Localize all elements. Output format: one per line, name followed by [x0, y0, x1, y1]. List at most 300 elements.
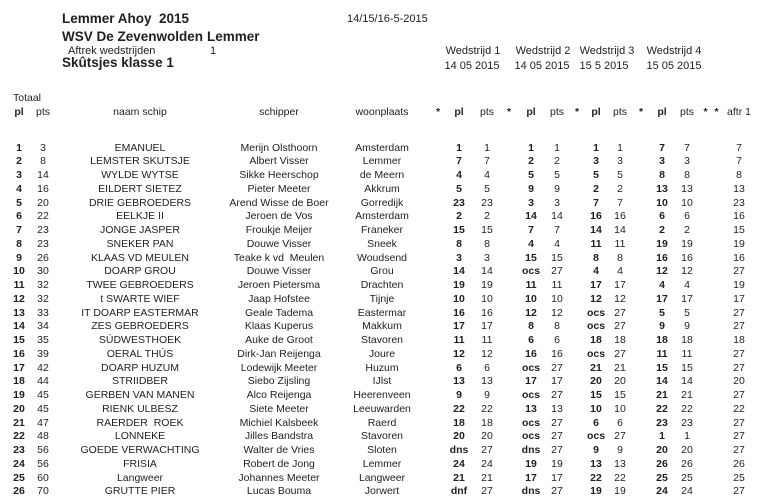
cell-star — [432, 183, 444, 197]
cell-star — [700, 142, 711, 156]
cell-naam-schip: GRUTTE PIER — [104, 485, 176, 498]
cell-race3-pl: 1 — [593, 141, 599, 154]
cell-race1-pl: dns — [449, 444, 469, 456]
cell-schipper: Pieter Meeter — [247, 182, 311, 195]
table-row — [6, 389, 756, 403]
cell-aftr: 27 — [733, 347, 745, 360]
cell-star — [632, 417, 650, 431]
cell-race1-pts: 21 — [481, 471, 493, 484]
cell-aftr: 27 — [733, 389, 745, 401]
cell-race1-pts: 27 — [481, 485, 493, 498]
cell-race4-pl: 13 — [656, 182, 668, 195]
cell-star — [570, 389, 584, 403]
cell-star — [711, 169, 722, 183]
cell-star — [700, 375, 711, 389]
cell-race2-pts: 3 — [554, 196, 560, 209]
race1-date: 14 05 2015 — [444, 59, 500, 72]
cell-star — [570, 293, 584, 307]
cell-total-pts: 8 — [40, 155, 46, 168]
cell-star — [632, 169, 650, 183]
column-header-row — [6, 106, 756, 118]
cell-race1-pts: 5 — [484, 182, 490, 195]
cell-star — [711, 403, 722, 417]
cell-race3-pl: ocs — [586, 320, 606, 333]
cell-star — [570, 417, 584, 431]
cell-woonplaats: Eastermar — [357, 306, 407, 319]
cell-schipper: Klaas Kuperus — [244, 320, 314, 333]
cell-race2-pl: ocs — [521, 416, 541, 429]
race3-date: 15 5 2015 — [579, 59, 629, 72]
cell-star — [432, 458, 444, 472]
cell-total-pts: 32 — [37, 279, 49, 291]
cell-woonplaats: Leeuwarden — [353, 402, 411, 415]
table-row — [6, 472, 756, 486]
cell-race2-pts: 17 — [551, 471, 563, 484]
cell-race2-pts: 27 — [551, 444, 563, 456]
cell-woonplaats: Amsterdam — [355, 210, 409, 223]
cell-star — [700, 197, 711, 211]
cell-race4-pts: 11 — [681, 347, 693, 360]
cell-race3-pts: 21 — [614, 361, 626, 374]
table-row — [6, 403, 756, 417]
cell-race3-pl: 22 — [590, 471, 602, 484]
cell-race2-pts: 5 — [554, 169, 560, 181]
table-row — [6, 444, 756, 458]
col-header-total-pts: pts — [35, 105, 50, 118]
race4-date: 15 05 2015 — [646, 59, 702, 72]
cell-star — [570, 375, 584, 389]
cell-race2-pts: 27 — [551, 416, 563, 429]
cell-race4-pts: 13 — [681, 182, 693, 195]
cell-race4-pts: 19 — [681, 237, 693, 250]
cell-star — [711, 210, 722, 224]
cell-race3-pl: 19 — [590, 485, 602, 498]
cell-schipper: Michiel Kalsbeek — [239, 416, 319, 429]
cell-star — [432, 279, 444, 293]
cell-woonplaats: Stavoren — [360, 334, 404, 346]
cell-star — [432, 362, 444, 376]
col-header-total-pl: pl — [14, 105, 24, 118]
cell-total-pl: 21 — [13, 416, 25, 429]
cell-race3-pl: 9 — [593, 444, 599, 456]
cell-race1-pl: 7 — [456, 155, 462, 168]
cell-schipper: Sikke Heerschop — [239, 169, 319, 181]
cell-star — [700, 252, 711, 266]
cell-total-pl: 24 — [13, 457, 25, 470]
cell-woonplaats: Akkrum — [364, 182, 400, 195]
cell-race4-pl: 21 — [656, 389, 668, 401]
cell-woonplaats: Huzum — [365, 361, 399, 374]
cell-race2-pl: 2 — [528, 155, 534, 168]
table-row — [6, 485, 756, 499]
cell-race3-pl: 3 — [593, 155, 599, 168]
cell-race2-pts: 27 — [551, 485, 563, 498]
col-header-schipper: schipper — [259, 105, 299, 118]
cell-race3-pts: 9 — [617, 444, 623, 456]
cell-race4-pl: 23 — [656, 416, 668, 429]
col-header-star: * — [435, 105, 441, 118]
cell-aftr: 15 — [733, 224, 745, 236]
cell-star — [500, 458, 518, 472]
cell-race4-pl: 25 — [656, 471, 668, 484]
cell-star — [711, 334, 722, 348]
cell-total-pl: 19 — [13, 389, 25, 401]
cell-star — [632, 197, 650, 211]
club-name: WSV De Zevenwolden — [62, 29, 204, 44]
cell-star — [500, 320, 518, 334]
cell-total-pl: 9 — [16, 251, 22, 264]
cell-race2-pl: 17 — [525, 471, 537, 484]
cell-aftr: 27 — [733, 320, 745, 333]
cell-star — [711, 307, 722, 321]
cell-race4-pl: 9 — [659, 320, 665, 333]
cell-race3-pl: ocs — [586, 306, 606, 319]
table-row — [6, 430, 756, 444]
table-row — [6, 417, 756, 431]
col-header-race4-pl: pl — [657, 105, 667, 118]
cell-race1-pts: 4 — [484, 169, 490, 181]
cell-race3-pl: 8 — [593, 251, 599, 264]
cell-total-pts: 39 — [37, 347, 49, 360]
cell-race2-pts: 8 — [554, 320, 560, 333]
cell-race3-pl: 7 — [593, 196, 599, 209]
cell-race2-pts: 7 — [554, 224, 560, 236]
cell-star — [700, 224, 711, 238]
cell-race2-pl: 19 — [525, 457, 537, 470]
class-name: Skûtsjes klasse 1 — [62, 54, 174, 70]
cell-star — [570, 320, 584, 334]
cell-race2-pl: 5 — [528, 169, 534, 181]
cell-star — [570, 307, 584, 321]
cell-race1-pts: 2 — [484, 210, 490, 223]
cell-race1-pl: 14 — [453, 265, 465, 278]
cell-star — [711, 458, 722, 472]
cell-race3-pl: 10 — [590, 402, 602, 415]
cell-star — [432, 197, 444, 211]
cell-star — [632, 307, 650, 321]
cell-race2-pts: 27 — [551, 430, 563, 443]
cell-aftr: 16 — [733, 210, 745, 223]
cell-star — [632, 210, 650, 224]
col-header-star: * — [506, 105, 512, 118]
table-row — [6, 252, 756, 266]
cell-star — [632, 183, 650, 197]
cell-star — [711, 389, 722, 403]
cell-race4-pts: 15 — [681, 361, 693, 374]
cell-schipper: Arend Wisse de Boer — [229, 196, 329, 209]
table-row — [6, 155, 756, 169]
table-row — [6, 238, 756, 252]
cell-race1-pl: 20 — [453, 430, 465, 443]
cell-star — [700, 334, 711, 348]
cell-star — [570, 403, 584, 417]
cell-race1-pl: 3 — [456, 251, 462, 264]
cell-race3-pts: 20 — [614, 375, 626, 388]
cell-naam-schip: SÚDWESTHOEK — [98, 334, 182, 346]
cell-star — [570, 265, 584, 279]
cell-race3-pl: 14 — [590, 224, 602, 236]
cell-woonplaats: Langweer — [358, 471, 406, 484]
cell-race2-pts: 13 — [551, 402, 563, 415]
cell-total-pts: 70 — [37, 485, 49, 498]
cell-race4-pl: 16 — [656, 251, 668, 264]
cell-total-pts: 60 — [37, 471, 49, 484]
cell-race2-pl: 13 — [525, 402, 537, 415]
race4-header: Wedstrijd 4 — [646, 44, 702, 57]
cell-star — [500, 472, 518, 486]
cell-star — [711, 444, 722, 458]
cell-star — [632, 430, 650, 444]
race3-header: Wedstrijd 3 — [579, 44, 635, 57]
cell-aftr: 18 — [733, 334, 745, 346]
cell-star — [711, 362, 722, 376]
cell-star — [432, 155, 444, 169]
cell-naam-schip: DOARP HUZUM — [101, 361, 179, 374]
cell-schipper: Jaap Hofstee — [248, 292, 310, 305]
cell-star — [711, 472, 722, 486]
cell-naam-schip: SNEKER PAN — [106, 237, 174, 250]
cell-woonplaats: Joure — [368, 347, 396, 360]
cell-star — [432, 252, 444, 266]
cell-total-pts: 56 — [37, 457, 49, 470]
table-row — [6, 224, 756, 238]
cell-star — [432, 142, 444, 156]
cell-race1-pts: 9 — [484, 389, 490, 401]
aftrek-label: Aftrek wedstrijden — [68, 44, 156, 57]
cell-naam-schip: EILDERT SIETEZ — [98, 182, 182, 195]
cell-total-pl: 17 — [13, 361, 25, 374]
cell-schipper: Jilles Bandstra — [244, 430, 314, 443]
cell-race4-pl: 5 — [659, 306, 665, 319]
cell-race1-pl: 18 — [453, 416, 465, 429]
col-header-star: * — [574, 105, 580, 118]
cell-star — [700, 279, 711, 293]
cell-star — [632, 444, 650, 458]
cell-schipper: Froukje Meijer — [245, 224, 313, 236]
cell-race1-pl: 6 — [456, 361, 462, 374]
cell-naam-schip: GERBEN VAN MANEN — [85, 389, 195, 401]
cell-race3-pts: 14 — [614, 224, 626, 236]
cell-woonplaats: Jorwert — [364, 485, 400, 498]
cell-race1-pts: 6 — [484, 361, 490, 374]
cell-aftr: 27 — [733, 265, 745, 278]
cell-total-pl: 4 — [16, 182, 22, 195]
cell-race4-pts: 20 — [681, 444, 693, 456]
cell-woonplaats: Franeker — [360, 224, 403, 236]
cell-naam-schip: RAERDER ROEK — [96, 416, 184, 429]
cell-woonplaats: Sneek — [367, 237, 397, 250]
cell-star — [632, 389, 650, 403]
cell-naam-schip: EELKJE II — [116, 210, 164, 223]
table-row — [6, 210, 756, 224]
cell-total-pl: 1 — [16, 141, 22, 154]
cell-race1-pl: 2 — [456, 210, 462, 223]
cell-race4-pts: 22 — [681, 402, 693, 415]
cell-star — [432, 403, 444, 417]
cell-schipper: Siebo Zijsling — [247, 375, 311, 388]
cell-total-pts: 14 — [37, 169, 49, 181]
cell-naam-schip: t SWARTE WIEF — [100, 292, 180, 305]
cell-race4-pl: 26 — [656, 457, 668, 470]
cell-star — [432, 348, 444, 362]
cell-woonplaats: Lemmer — [362, 457, 402, 470]
cell-star — [632, 155, 650, 169]
cell-race2-pl: ocs — [521, 361, 541, 374]
cell-race3-pl: ocs — [586, 347, 606, 360]
cell-woonplaats: de Meern — [359, 169, 405, 181]
cell-race2-pts: 17 — [551, 375, 563, 388]
cell-race1-pts: 11 — [481, 334, 493, 346]
cell-total-pts: 20 — [37, 196, 49, 209]
cell-total-pts: 42 — [37, 361, 49, 374]
cell-race2-pl: 14 — [525, 210, 537, 223]
cell-race2-pts: 27 — [551, 361, 563, 374]
cell-race1-pl: 11 — [453, 334, 465, 346]
cell-race3-pts: 22 — [614, 471, 626, 484]
cell-star — [632, 252, 650, 266]
cell-race1-pl: 23 — [453, 196, 465, 209]
col-header-race4-pts: pts — [679, 105, 694, 118]
cell-race1-pl: 24 — [453, 457, 465, 470]
cell-star — [432, 265, 444, 279]
cell-race3-pts: 27 — [614, 347, 626, 360]
cell-race4-pl: 24 — [656, 485, 668, 498]
cell-star — [500, 430, 518, 444]
cell-race1-pts: 23 — [481, 196, 493, 209]
cell-woonplaats: Tijnje — [369, 292, 395, 305]
cell-aftr: 23 — [733, 196, 745, 209]
cell-star — [500, 238, 518, 252]
cell-race1-pl: 1 — [456, 141, 462, 154]
cell-race1-pts: 14 — [481, 265, 493, 278]
cell-star — [632, 375, 650, 389]
cell-star — [500, 444, 518, 458]
cell-total-pl: 25 — [13, 471, 25, 484]
cell-race1-pts: 7 — [484, 155, 490, 168]
cell-star — [711, 417, 722, 431]
cell-woonplaats: Raerd — [367, 416, 397, 429]
cell-race3-pl: 5 — [593, 169, 599, 181]
cell-race1-pl: 10 — [453, 292, 465, 305]
cell-race2-pl: 8 — [528, 320, 534, 333]
cell-star — [432, 485, 444, 499]
cell-total-pl: 11 — [13, 279, 25, 291]
cell-race1-pl: 22 — [453, 402, 465, 415]
cell-naam-schip: JONGE JASPER — [100, 224, 180, 236]
cell-race2-pts: 19 — [551, 457, 563, 470]
cell-star — [432, 472, 444, 486]
cell-race3-pts: 11 — [614, 237, 626, 250]
cell-race4-pl: 4 — [659, 279, 665, 291]
cell-race1-pl: 17 — [453, 320, 465, 333]
cell-star — [500, 375, 518, 389]
cell-race4-pts: 4 — [684, 279, 690, 291]
cell-race4-pts: 1 — [684, 430, 690, 443]
cell-race2-pl: 3 — [528, 196, 534, 209]
cell-total-pl: 2 — [16, 155, 22, 168]
cell-schipper: Dirk-Jan Reijenga — [237, 347, 321, 360]
cell-star — [700, 307, 711, 321]
cell-star — [570, 197, 584, 211]
results-table — [6, 142, 756, 500]
col-header-race1-pl: pl — [454, 105, 464, 118]
cell-race1-pts: 19 — [481, 279, 493, 291]
cell-star — [632, 334, 650, 348]
cell-race2-pts: 11 — [551, 279, 563, 291]
col-header-race3-pl: pl — [591, 105, 601, 118]
cell-star — [500, 210, 518, 224]
cell-star — [570, 224, 584, 238]
cell-star — [700, 293, 711, 307]
table-row — [6, 265, 756, 279]
cell-race3-pts: 8 — [617, 251, 623, 264]
col-header-race2-pts: pts — [549, 105, 564, 118]
cell-race1-pts: 1 — [484, 141, 490, 154]
page-title: Lemmer Ahoy 2015 — [62, 11, 190, 26]
cell-star — [711, 430, 722, 444]
cell-star — [700, 320, 711, 334]
cell-race2-pts: 27 — [551, 265, 563, 278]
cell-star — [500, 403, 518, 417]
cell-race1-pl: 9 — [456, 389, 462, 401]
cell-race4-pts: 7 — [684, 141, 690, 154]
cell-star — [500, 362, 518, 376]
cell-aftr: 19 — [733, 279, 745, 291]
cell-star — [570, 444, 584, 458]
cell-total-pl: 20 — [13, 402, 25, 415]
table-row — [6, 320, 756, 334]
race1-header: Wedstrijd 1 — [445, 44, 501, 57]
cell-total-pts: 3 — [40, 141, 46, 154]
cell-race4-pl: 1 — [659, 430, 665, 443]
cell-aftr: 26 — [733, 457, 745, 470]
cell-aftr: 13 — [733, 182, 745, 195]
cell-race4-pl: 20 — [656, 444, 668, 456]
cell-race4-pts: 9 — [684, 320, 690, 333]
cell-race2-pts: 9 — [554, 182, 560, 195]
cell-race1-pts: 27 — [481, 444, 493, 456]
cell-total-pl: 26 — [13, 485, 25, 498]
cell-race4-pts: 8 — [684, 169, 690, 181]
cell-race2-pl: ocs — [521, 265, 541, 278]
cell-woonplaats: Woudsend — [356, 251, 407, 264]
cell-race4-pts: 3 — [684, 155, 690, 168]
totaal-label: Totaal — [13, 91, 42, 104]
cell-woonplaats: Sloten — [367, 444, 397, 456]
cell-aftr: 22 — [733, 402, 745, 415]
cell-star — [700, 265, 711, 279]
cell-star — [632, 320, 650, 334]
table-row — [6, 197, 756, 211]
cell-race3-pts: 27 — [614, 320, 626, 333]
cell-star — [432, 334, 444, 348]
cell-star — [570, 279, 584, 293]
cell-star — [711, 238, 722, 252]
cell-star — [700, 362, 711, 376]
cell-race4-pl: 3 — [659, 155, 665, 168]
cell-naam-schip: GOEDE VERWACHTING — [80, 444, 200, 456]
cell-star — [570, 472, 584, 486]
cell-star — [700, 155, 711, 169]
cell-aftr: 27 — [733, 485, 745, 498]
cell-race1-pts: 8 — [484, 237, 490, 250]
cell-star — [700, 472, 711, 486]
cell-total-pl: 12 — [13, 292, 25, 305]
cell-star — [570, 252, 584, 266]
cell-star — [432, 444, 444, 458]
cell-star — [570, 458, 584, 472]
cell-star — [500, 417, 518, 431]
